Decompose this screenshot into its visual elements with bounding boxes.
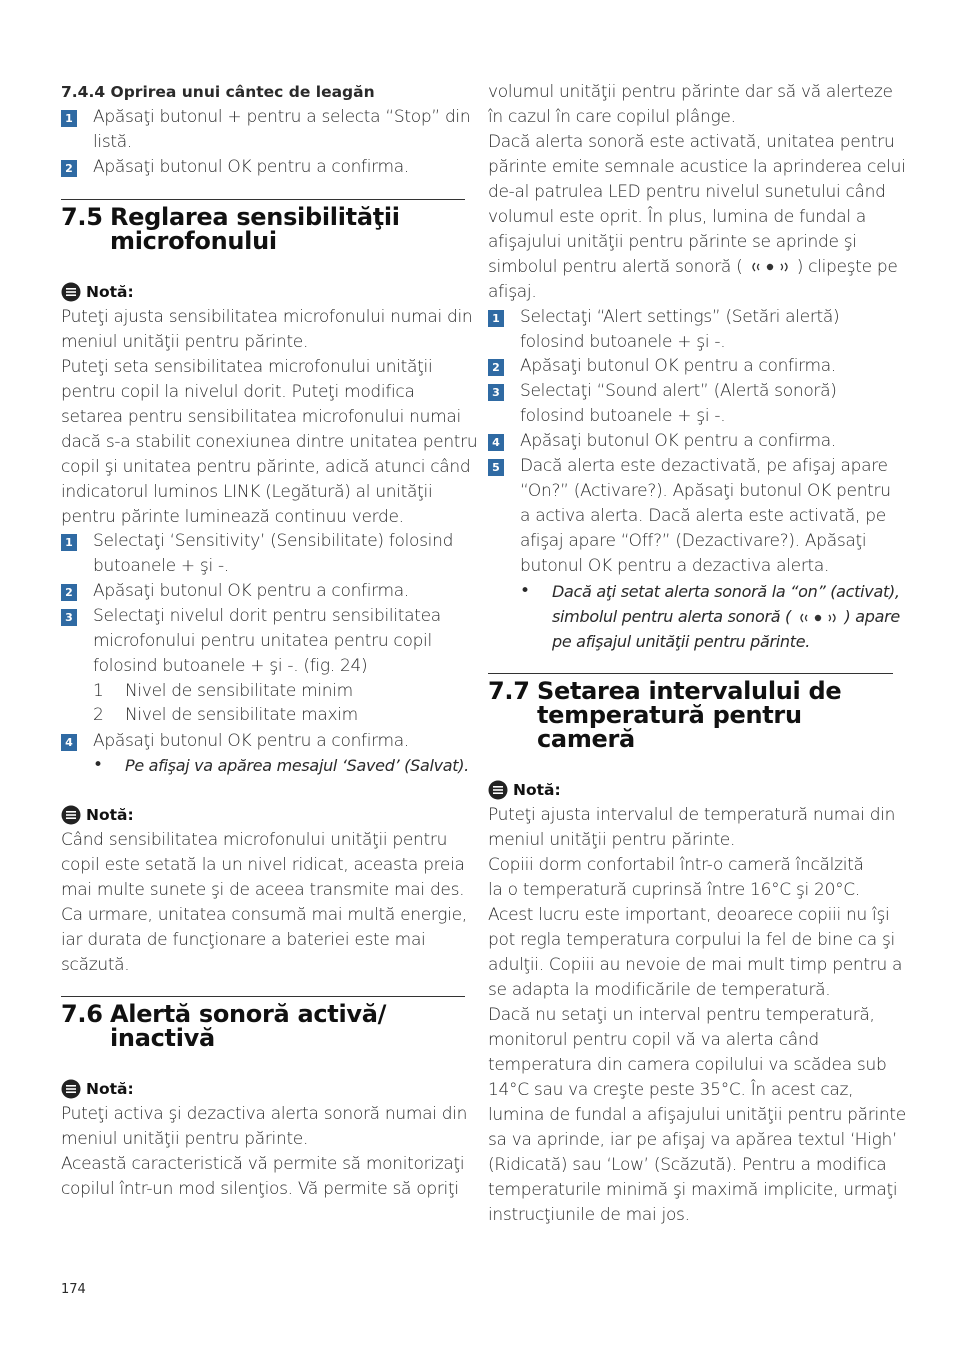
step-badge: 3 [488, 384, 504, 401]
note-text: meniul unităţii pentru părinte. [61, 332, 309, 352]
note-text: meniul unităţii pentru părinte. [488, 830, 736, 850]
note-text: (Ridicată) sau ‘Low’ (Scăzută). Pentru a modifica [488, 1155, 887, 1175]
sound-alert-icon [798, 612, 838, 624]
level-text: Nivel de sensibilitate maxim [125, 705, 358, 725]
step-badge: 2 [488, 359, 504, 376]
bullet-text-with-icon [552, 604, 900, 629]
note-text: copil este setată la un nivel ridicat, aceasta preia [61, 855, 465, 875]
section-divider [488, 673, 893, 674]
step-text: afişaj apare “Off?” (Dezactivare?). Apăsaţi [520, 531, 867, 551]
note-text: instrucţiunile de mai jos. [488, 1205, 690, 1225]
step-text: “On?” (Activare?). Apăsaţi butonul OK pentru [520, 481, 891, 501]
step-text: Apăsaţi butonul OK pentru a confirma. [93, 581, 410, 601]
body-text: volumul unităţii pentru părinte dar să vă alerteze [488, 82, 893, 102]
body-text: ) clipeşte pe [796, 257, 898, 277]
section-title: cameră [537, 725, 635, 753]
body-text: afişaj. [488, 282, 537, 302]
section-number: 7.5 [61, 203, 103, 231]
step-text: folosind butoanele + şi -. (fig. 24) [93, 656, 368, 676]
step-text: Apăsaţi butonul OK pentru a confirma. [93, 157, 410, 177]
step-text: Apăsaţi butonul OK pentru a confirma. [520, 431, 837, 451]
note-text: monitorul pentru copil vă va alerta când [488, 1030, 819, 1050]
step-badge: 2 [61, 160, 77, 177]
level-number: 2 [93, 705, 104, 725]
bullet-text: Pe afişaj va apărea mesajul ‘Saved’ (Salvat). [125, 756, 469, 775]
note-text: Puteţi ajusta sensibilitatea microfonului numai din [61, 307, 473, 327]
step-badge: 3 [61, 609, 77, 626]
step-text: Dacă alerta este dezactivată, pe afişaj apare [520, 456, 888, 476]
body-text: volumul este oprit. În plus, lumina de fundal a [488, 207, 867, 227]
section-title: Setarea intervalului de [537, 677, 842, 705]
note-text: adulţii. Copiii au nevoie de mai mult timp pentru a [488, 955, 903, 975]
step-text: Apăsaţi butonul OK pentru a confirma. [93, 731, 410, 751]
body-text: în cazul în care copilul plânge. [488, 107, 736, 127]
step-badge: 1 [488, 310, 504, 327]
step-text: listă. [93, 132, 132, 152]
note-text: indicatorul luminos LINK (Legătură) al unităţii [61, 482, 433, 502]
body-text-with-icon [488, 255, 898, 280]
body-text: de-al patrulea LED pentru nivelul sunetului când [488, 182, 886, 202]
section-title: Reglarea sensibilităţii [110, 203, 400, 231]
note-text: mai multe sunete şi de aceea transmite mai des. [61, 880, 465, 900]
step-badge: 4 [61, 734, 77, 751]
note-text: scăzută. [61, 955, 130, 975]
note-text: iar durata de funcţionare a bateriei este mai [61, 930, 426, 950]
section-divider [61, 199, 465, 200]
note-text: dacă s-a stabilit conexiunea dintre unitatea pentru [61, 432, 478, 452]
note-text: Când sensibilitatea microfonului unităţii pentru [61, 830, 448, 850]
body-text: afişajului unităţii pentru părinte se aprinde şi [488, 232, 857, 252]
step-text: Apăsaţi butonul OK pentru a confirma. [520, 356, 837, 376]
note-label-text: Notă: [86, 1080, 134, 1098]
note-icon [488, 780, 508, 800]
note-text: Puteţi seta sensibilitatea microfonului unităţii [61, 357, 433, 377]
note-text: Dacă nu setaţi un interval pentru temperatură, [488, 1005, 875, 1025]
step-text: Selectaţi ‘Sensitivity’ (Sensibilitate) folosind [93, 531, 454, 551]
body-text: părinte emite semnale acustice la aprinderea celui [488, 157, 906, 177]
step-text: a activa alerta. Dacă alerta este activată, pe [520, 506, 886, 526]
note-text: pot regla temperatura corpului la fel de bine ca şi [488, 930, 895, 950]
section-title: temperatură pentru [537, 701, 802, 729]
step-text: folosind butoanele + şi -. [520, 406, 726, 426]
step-badge: 1 [61, 534, 77, 551]
step-badge: 2 [61, 584, 77, 601]
note-text: Această caracteristică vă permite să monitorizaţi [61, 1154, 465, 1174]
note-icon [61, 282, 81, 302]
section-number: 7.7 [488, 677, 530, 705]
note-text: 14°C sau va creşte peste 35°C. În acest caz, [488, 1080, 854, 1100]
section-title: Alertă sonoră activă/ [110, 1000, 387, 1028]
note-label-text: Notă: [86, 806, 134, 824]
note-text: la o temperatură cuprinsă între 16°C şi 20°C. [488, 880, 860, 900]
note-label-text: Notă: [513, 781, 561, 799]
level-text: Nivel de sensibilitate minim [125, 681, 353, 701]
note-label-text: Notă: [86, 283, 134, 301]
bullet-text: simbolul pentru alerta sonoră ( [552, 607, 791, 626]
section-title: inactivă [110, 1024, 215, 1052]
note-text: se adapta la modificările de temperatură. [488, 980, 831, 1000]
step-text: Apăsaţi butonul + pentru a selecta “Stop” din [93, 107, 471, 127]
bullet-text: Dacă aţi setat alerta sonoră la “on” (activat), [552, 582, 900, 601]
note-text: setarea pentru sensibilitatea microfonului numai [61, 407, 461, 427]
note-label [61, 804, 134, 826]
note-label [61, 281, 134, 303]
note-text: meniul unităţii pentru părinte. [61, 1129, 309, 1149]
note-text: lumina de fundal a afişajului unităţii pentru părinte [488, 1105, 906, 1125]
note-text: Puteţi activa şi dezactiva alerta sonoră numai din [61, 1104, 468, 1124]
note-text: Puteţi ajusta intervalul de temperatură numai din [488, 805, 896, 825]
note-text: copil şi unitatea pentru părinte, adică atunci când [61, 457, 471, 477]
note-label [61, 1078, 134, 1100]
bullet-text: pe afişajul unităţii pentru părinte. [552, 632, 811, 651]
step-badge: 1 [61, 110, 77, 127]
step-text: butonul OK pentru a dezactiva alerta. [520, 556, 830, 576]
note-text: temperaturile minimă şi maximă implicite, urmaţi [488, 1180, 898, 1200]
body-text: Dacă alerta sonoră este activată, unitatea pentru [488, 132, 895, 152]
note-text: copilul într-un mod silenţios. Vă permite să opriţi [61, 1179, 459, 1199]
step-badge: 5 [488, 459, 504, 476]
step-text: Selectaţi “Sound alert” (Alertă sonoră) [520, 381, 837, 401]
bullet-dot: • [93, 755, 104, 775]
step-text: Selectaţi nivelul dorit pentru sensibilitatea [93, 606, 441, 626]
note-text: sa va aprinde, iar pe afişaj va apărea textul ‘High’ [488, 1130, 898, 1150]
bullet-text: ) apare [844, 607, 900, 626]
page-number: 174 [61, 1282, 86, 1297]
step-text: microfonului pentru unitatea pentru copil [93, 631, 432, 651]
section-divider [61, 996, 465, 997]
note-icon [61, 805, 81, 825]
note-icon [61, 1079, 81, 1099]
step-text: folosind butoanele + şi -. [520, 332, 726, 352]
note-text: Ca urmare, unitatea consumă mai multă energie, [61, 905, 467, 925]
section-title: microfonului [110, 227, 277, 255]
step-text: Selectaţi “Alert settings” (Setări alertă) [520, 307, 840, 327]
note-text: Copiii dorm confortabil într-o cameră încălzită [488, 855, 864, 875]
body-text: simbolul pentru alertă sonoră ( [488, 257, 743, 277]
step-text: butoanele + şi -. [93, 556, 229, 576]
level-number: 1 [93, 681, 104, 701]
bullet-dot: • [520, 581, 531, 601]
note-text: pentru copil la nivelul dorit. Puteţi modifica [61, 382, 415, 402]
section-number: 7.6 [61, 1000, 103, 1028]
note-text: pentru părinte luminează continuu verde. [61, 507, 404, 527]
subsection-title: 7.4.4 Oprirea unui cântec de leagăn [61, 83, 375, 101]
step-badge: 4 [488, 434, 504, 451]
sound-alert-icon [750, 261, 790, 273]
note-text: temperatura din camera copilului va scădea sub [488, 1055, 887, 1075]
note-text: Acest lucru este important, deoarece copiii nu îşi [488, 905, 890, 925]
note-label [488, 779, 561, 801]
